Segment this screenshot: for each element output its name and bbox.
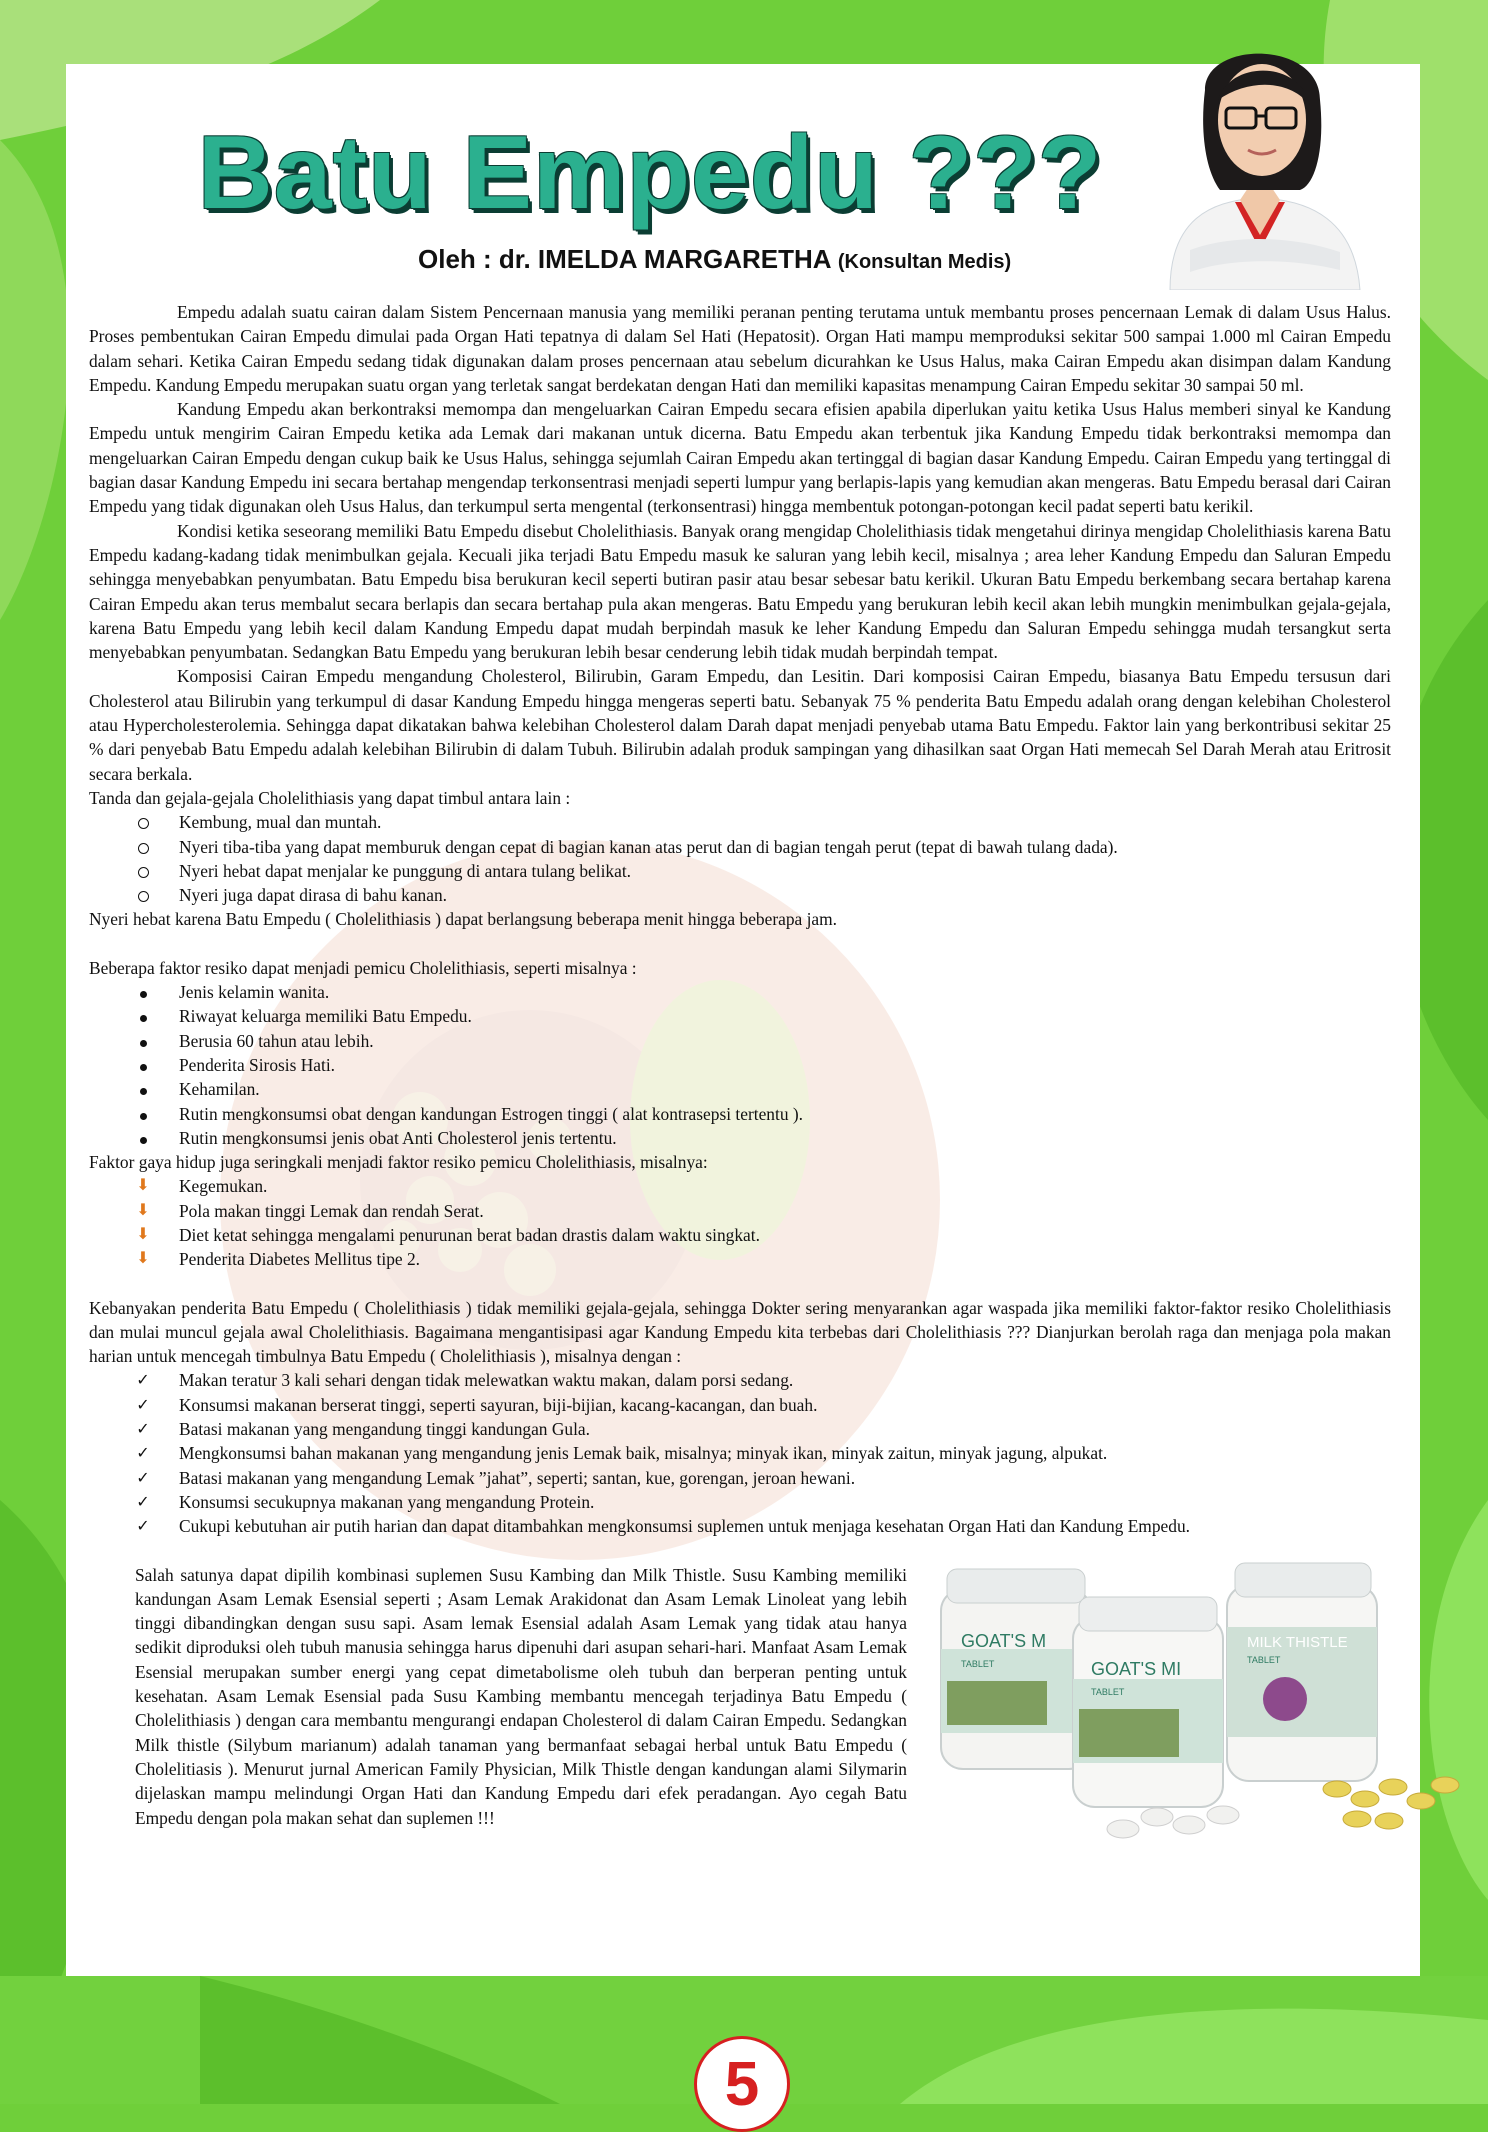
list-item: ✓ Batasi makanan yang mengandung tinggi kandungan Gula. [89,1417,1391,1441]
list-item: ⬇ Pola makan tinggi Lemak dan rendah Serat. [89,1199,1391,1223]
list-item: Rutin mengkonsumsi jenis obat Anti Cholesterol jenis tertentu. [89,1126,1391,1150]
arrow-down-icon: ⬇ [136,1250,150,1268]
list-item: Jenis kelamin wanita. [89,980,1391,1004]
supplement-products-image [927,1549,1487,1849]
circle-bullet-icon [138,867,149,878]
closing-paragraph: Salah satunya dapat dipilih kombinasi suplemen Susu Kambing dan Milk Thistle. Susu Kambing memiliki kandungan Asam Lemak Esensial seperti ; Asam Lemak Arakidonat dan Asam Lemak Linoleat yang lebih tinggi dibandingkan dengan susu sapi. Asam lemak Esensial adalah Asam Lemak yang tidak atau hanya sedikit diproduksi oleh tubuh manusia sehingga harus dipenuhi dari asupan sehari-hari. Manfaat Asam Lemak Esensial merupakan sumber energi yang cepat dimetabolisme oleh tubuh dan berperan penting untuk kesehatan. Asam Lemak Esensial pada Susu Kambing membantu mencegah terjadinya Batu Empedu ( Cholelithiasis ) dengan cara membantu mengurangi endapan Cholesterol di dalam Cairan Empedu. Sedangkan Milk thistle (Silybum marianum) adalah tanaman yang bermanfaat sebagai herbal untuk Batu Empedu ( Cholelitiasis ). Menurut jurnal American Family Physician, Milk Thistle dengan kandungan alami Silymarin dijelaskan mampu melindungi Organ Hati dan Kandung Empedu dari efek peradangan. Ayo cegah Batu Empedu dengan pola makan sehat dan suplemen !!! [135,1564,907,1828]
checkmark-icon: ✓ [136,1419,150,1439]
list-item: Nyeri juga dapat dirasa di bahu kanan. [89,883,1391,907]
symptoms-intro: Tanda dan gejala-gejala Cholelithiasis yang dapat timbul antara lain : [89,787,571,808]
arrow-down-icon: ⬇ [136,1201,150,1219]
lifestyle-intro: Faktor gaya hidup juga seringkali menjadi faktor resiko pemicu Cholelithiasis, misalnya: [89,1152,708,1173]
article-body [89,300,1391,1830]
jar-3-sublabel: TABLET [1247,1654,1281,1665]
symptoms-outro: Nyeri hebat karena Batu Empedu ( Cholelithiasis ) dapat berlangsung beberapa menit hingga beberapa jam. [89,909,838,930]
supplement-section [89,1563,1391,1830]
list-item: Berusia 60 tahun atau lebih. [89,1029,1391,1053]
author-name: Oleh : dr. IMELDA MARGARETHA [418,244,831,274]
dot-bullet-icon [140,991,147,998]
paragraph-contraction: Kandung Empedu akan berkontraksi memompa dan mengeluarkan Cairan Empedu secara efisien apabila diperlukan yaitu ketika Usus Halus memberi sinyal ke Kandung Empedu untuk mengirim Cairan Empedu ketika ada Lemak dari makanan untuk dicerna. Batu Empedu akan terbentuk jika Kandung Empedu tidak berkontraksi memompa dan mengeluarkan Cairan Empedu dengan cukup baik ke Usus Halus, sehingga sejumlah Cairan Empedu akan tertinggal di bagian dasar Kandung Empedu. Cairan Empedu yang tertinggal di bagian dasar Kandung Empedu ini secara bertahap mengendap terkonsentrasi menjadi seperti lumpur yang berlapis-lapis yang kemudian akan mengeras. Batu Empedu berasal dari Cairan Empedu yang tidak digunakan oleh Usus Halus, dan terkumpul serta mengental (terkonsentrasi) hingga membentuk potongan-potongan kecil padat seperti batu kerikil. [89,399,1391,517]
jar-2-label: GOAT'S MI [1091,1658,1182,1679]
risk-list [89,980,1391,1150]
symptoms-list [89,810,1391,907]
list-item: Nyeri tiba-tiba yang dapat memburuk dengan cepat di bagian kanan atas perut dan di bagian tengah perut (tepat di bawah tulang dada). [89,835,1391,859]
jar-3-label: MILK THISTLE [1247,1633,1348,1651]
list-item: Nyeri hebat dapat menjalar ke punggung di antara tulang belikat. [89,859,1391,883]
list-item: ⬇ Kegemukan. [89,1174,1391,1198]
list-item: ⬇ Diet ketat sehingga mengalami penurunan berat badan drastis dalam waktu singkat. [89,1223,1391,1247]
dot-bullet-icon [140,1113,147,1120]
arrow-down-icon: ⬇ [136,1177,150,1195]
paragraph-composition: Komposisi Cairan Empedu mengandung Cholesterol, Bilirubin, Garam Empedu, dan Lesitin. Dari komposisi Cairan Empedu, biasanya Batu Empedu tersusun dari Cholesterol atau Bilirubin yang terkumpul di dasar Kandung Empedu hingga mengeras seperti batu. Sebanyak 75 % penderita Batu Empedu adalah orang dengan kelebihan Cholesterol atau Hypercholesterolemia. Sehingga dapat dikatakan bahwa kelebihan Cholesterol dalam Darah dapat menjadi penyebab utama Batu Empedu. Faktor lain yang berkontribusi sekitar 25 % dari penyebab Batu Empedu adalah kelebihan Bilirubin di dalam Tubuh. Bilirubin adalah produk sampingan yang dihasilkan saat Organ Hati memecah Sel Darah Merah atau Eritrosit secara berkala. [89,666,1391,784]
arrow-down-icon: ⬇ [136,1225,150,1243]
dot-bullet-icon [140,1040,147,1047]
checkmark-icon: ✓ [136,1370,150,1390]
list-item: Rutin mengkonsumsi obat dengan kandungan Estrogen tinggi ( alat kontrasepsi tertentu ). [89,1102,1391,1126]
list-item: ⬇ Penderita Diabetes Mellitus tipe 2. [89,1247,1391,1271]
jar-1-sublabel: TABLET [961,1658,995,1669]
list-item: ✓ Konsumsi secukupnya makanan yang mengandung Protein. [89,1490,1391,1514]
list-item: ✓ Makan teratur 3 kali sehari dengan tidak melewatkan waktu makan, dalam porsi sedang. [89,1368,1391,1392]
list-item: Penderita Sirosis Hati. [89,1053,1391,1077]
jar-1-label: GOAT'S M [961,1630,1047,1651]
list-item: ✓ Cukupi kebutuhan air putih harian dan dapat ditambahkan mengkonsumsi suplemen untuk menjaga kesehatan Organ Hati dan Kandung Empedu. [89,1514,1391,1538]
dot-bullet-icon [140,1064,147,1071]
paragraph-cholelithiasis: Kondisi ketika seseorang memiliki Batu Empedu disebut Cholelithiasis. Banyak orang mengidap Cholelithiasis tidak mengetahui dirinya mengidap Cholelithiasis karena Batu Empedu kadang-kadang tidak menimbulkan gejala. Kecuali jika terjadi Batu Empedu masuk ke saluran yang lebih kecil, misalnya ; area leher Kandung Empedu dan Saluran Empedu sehingga menyebabkan penyumbatan. Batu Empedu bisa berukuran kecil seperti butiran pasir atau besar sebesar batu kerikil. Ukuran Batu Empedu berkembang secara bertahap karena Cairan Empedu akan terus membalut secara berlapis dan secara bertahap pula akan mengeras. Batu Empedu yang berukuran lebih kecil akan lebih mungkin menimbulkan gejala-gejala, karena Batu Empedu yang lebih kecil dalam Kandung Empedu dapat mudah berpindah masuk ke leher Kandung Empedu dan Saluran Empedu sehingga mudah tersangkut serta menyebabkan penyumbatan. Sedangkan Batu Empedu yang berukuran lebih besar cenderung lebih tidak mudah berpindah tempat. [89,520,1391,663]
prevention-intro: Kebanyakan penderita Batu Empedu ( Cholelithiasis ) tidak memiliki gejala-gejala, sehingga Dokter sering menyarankan agar waspada jika memiliki faktor-faktor resiko Cholelithiasis dan mulai muncul gejala awal Cholelithiasis. Bagaimana mengantisipasi agar Kandung Empedu kita terbebas dari Cholelithiasis ??? Dianjurkan berolah raga dan menjaga pola makan harian untuk mencegah timbulnya Batu Empedu ( Cholelithiasis ), misalnya dengan : [89,1297,1391,1367]
checkmark-icon: ✓ [136,1394,150,1414]
list-item: Riwayat keluarga memiliki Batu Empedu. [89,1004,1391,1028]
page-title: Batu Empedu ??? [197,115,1103,231]
checkmark-icon: ✓ [136,1516,150,1536]
page-number-badge: 5 [694,2036,790,2132]
doctor-portrait [1150,20,1370,290]
list-item: ✓ Konsumsi makanan berserat tinggi, seperti sayuran, biji-bijian, kacang-kacangan, dan buah. [89,1393,1391,1417]
list-item: ✓ Mengkonsumsi bahan makanan yang mengandung jenis Lemak baik, misalnya; minyak ikan, minyak zaitun, minyak jagung, alpukat. [89,1441,1391,1465]
jar-2-sublabel: TABLET [1091,1686,1125,1697]
circle-bullet-icon [138,891,149,902]
dot-bullet-icon [140,1088,147,1095]
list-item: Kembung, mual dan muntah. [89,810,1391,834]
checkmark-icon: ✓ [136,1491,150,1511]
risk-intro: Beberapa faktor resiko dapat menjadi pemicu Cholelithiasis, seperti misalnya : [89,957,637,978]
dot-bullet-icon [140,1015,147,1022]
circle-bullet-icon [138,843,149,854]
author-byline [418,244,1011,275]
prevention-list [89,1368,1391,1538]
list-item: ✓ Batasi makanan yang mengandung Lemak ”jahat”, seperti; santan, kue, gorengan, jeroan hewani. [89,1466,1391,1490]
lifestyle-list [89,1174,1391,1271]
list-item: Kehamilan. [89,1077,1391,1101]
paragraph-intro: Empedu adalah suatu cairan dalam Sistem Pencernaan manusia yang memiliki peranan penting terutama untuk membantu proses pencernaan Lemak di dalam Usus Halus. Proses pembentukan Cairan Empedu dimulai pada Organ Hati tepatnya di dalam Sel Hati (Hepatosit). Organ Hati mampu memproduksi sekitar 500 sampai 1.000 ml Cairan Empedu dalam sehari. Ketika Cairan Empedu sedang tidak digunakan dalam proses pencernaan atau sebelum dicurahkan ke Usus Halus, maka Cairan Empedu akan disimpan dalam Kandung Empedu. Kandung Empedu merupakan suatu organ yang terletak sangat berdekatan dengan Hati dan memiliki kapasitas menampung Cairan Empedu sekitar 30 sampai 50 ml. [89,302,1391,395]
author-role: (Konsultan Medis) [837,251,1012,273]
checkmark-icon: ✓ [136,1443,150,1463]
checkmark-icon: ✓ [136,1467,150,1487]
dot-bullet-icon [140,1137,147,1144]
circle-bullet-icon [138,818,149,829]
